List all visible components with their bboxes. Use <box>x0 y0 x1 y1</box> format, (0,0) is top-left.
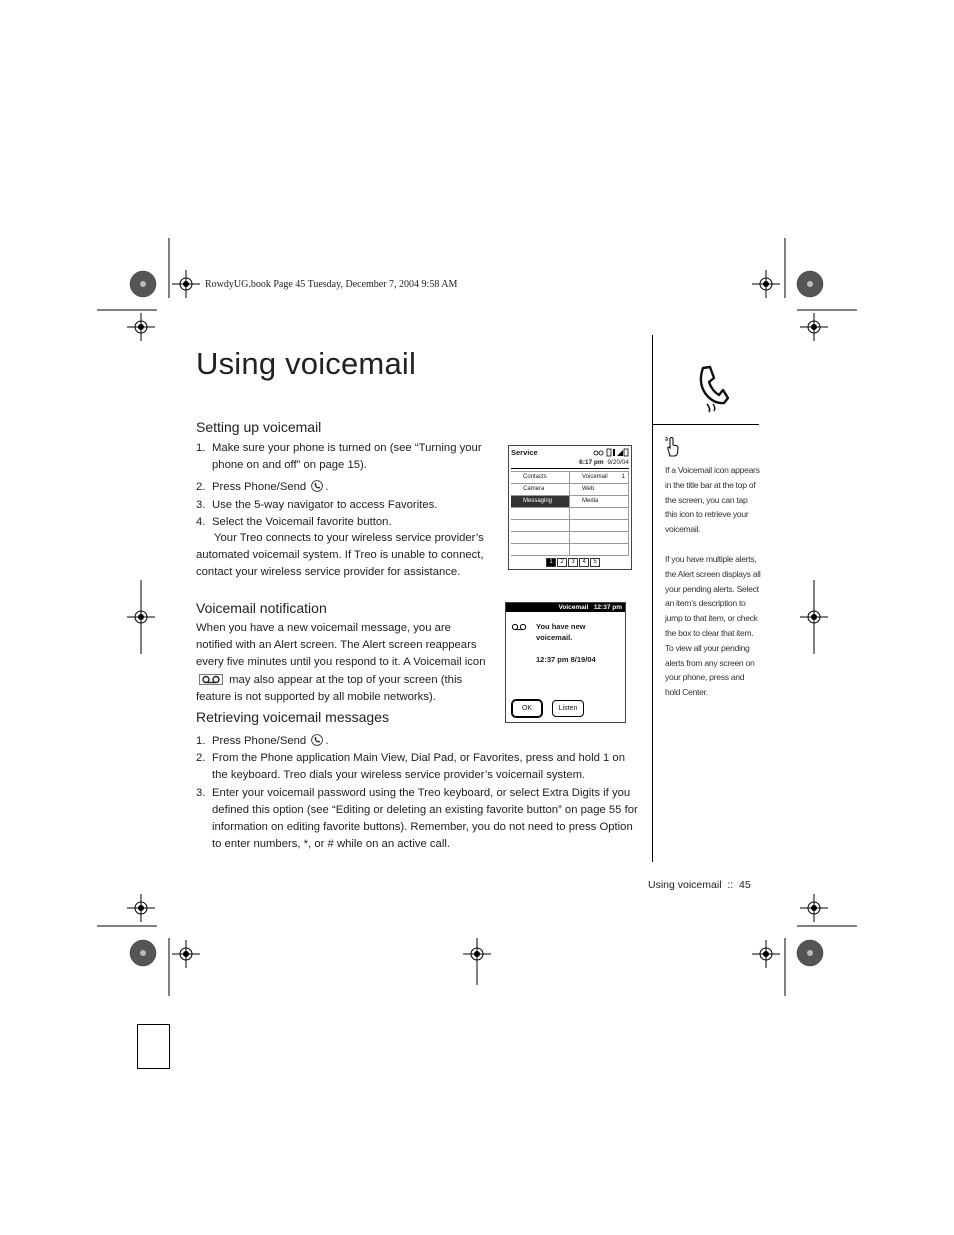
favorite-voicemail-button[interactable]: Voicemail 1 <box>570 472 629 483</box>
book-header-line: RowdyUG.book Page 45 Tuesday, December 7, 2004 9:58 AM <box>205 279 458 290</box>
phone-chapter-icon <box>695 365 729 413</box>
voicemail-alert-screenshot <box>505 602 626 723</box>
alert-message-line1: You have new <box>536 622 586 631</box>
favorite-empty-slot[interactable] <box>570 532 629 543</box>
favorites-grid <box>511 471 629 556</box>
phone-send-icon <box>311 734 323 746</box>
favorite-empty-slot[interactable] <box>570 508 629 519</box>
favorite-empty-slot[interactable] <box>511 508 570 519</box>
favorite-messaging-button[interactable]: Messaging <box>511 496 570 507</box>
listen-button[interactable]: Listen <box>552 700 584 717</box>
list-item: 4. Select the Voicemail favorite button. <box>196 515 392 528</box>
tip-paragraph: If a Voicemail icon appears in the title bar at the top of the screen, you can tap this icon to retrieve your voicemail. <box>665 465 760 535</box>
page-tab-2[interactable]: 2 <box>557 558 567 567</box>
sidebar-tips <box>665 463 761 715</box>
page-tab-5[interactable]: 5 <box>590 558 600 567</box>
page-tab-1[interactable]: 1 <box>546 558 556 567</box>
favorite-empty-slot[interactable] <box>511 532 570 543</box>
favorite-camera-button[interactable]: Camera <box>511 484 570 495</box>
favorite-empty-slot[interactable] <box>570 520 629 531</box>
favorite-web-button[interactable]: Web <box>570 484 629 495</box>
setup-paragraph: Your Treo connects to your wireless service provider’s automated voicemail system. If Treo is unable to connect, contact your wireless service provider for assistance. <box>196 532 484 579</box>
voicemail-icon <box>199 674 223 685</box>
favorites-pager <box>546 558 601 567</box>
screen-date: 9/20/04 <box>607 459 629 466</box>
section-heading-setup: Setting up voicemail <box>196 419 322 435</box>
status-icons <box>593 448 629 457</box>
alert-timestamp: 12:37 pm 8/19/04 <box>536 655 596 664</box>
sidebar-divider-horizontal <box>652 424 759 425</box>
setup-steps-list <box>196 440 486 531</box>
page-footer: Using voicemail :: 45 <box>648 879 751 891</box>
favorite-contacts-button[interactable]: Contacts <box>511 472 570 483</box>
list-item: 1. Press Phone/Send . <box>196 735 329 747</box>
voicemail-icon <box>511 623 527 631</box>
tip-paragraph: If you have multiple alerts, the Alert screen displays all your pending alerts. Select an item’s description to jump to that item, or check the box to clear that item. To view all your pending alerts from any screen on your phone, press and hold Center. <box>665 553 761 698</box>
alert-message-line2: voicemail. <box>536 633 573 642</box>
favorite-empty-slot[interactable] <box>511 544 570 555</box>
page-tab-3[interactable]: 3 <box>568 558 578 567</box>
page-tab-4[interactable]: 4 <box>579 558 589 567</box>
alert-title-bar: Voicemail 12:37 pm <box>506 603 625 612</box>
page-title: Using voicemail <box>196 346 417 381</box>
list-item: 2. From the Phone application Main View, Dial Pad, or Favorites, press and hold 1 on the keyboard. Treo dials your wireless service provider’s voicemail system. <box>196 752 625 782</box>
screen-title: Service <box>511 448 538 457</box>
list-item: 1. Make sure your phone is turned on (see “Turning your phone on and off” on page 15). <box>196 442 482 472</box>
section-heading-retrieving: Retrieving voicemail messages <box>196 709 389 725</box>
list-item: 3. Use the 5-way navigator to access Favorites. <box>196 498 438 511</box>
screen-time: 6:17 pm <box>579 459 604 466</box>
thumb-tab-box <box>137 1024 170 1069</box>
favorite-media-button[interactable]: Media <box>570 496 629 507</box>
notification-paragraph: When you have a new voicemail message, you are notified with an Alert screen. The Alert screen reappears every five minutes until you respond to it. A Voicemail icon may also appear at the top of your screen (this feature is not supported by all mobile networks). <box>196 622 486 703</box>
section-heading-notification: Voicemail notification <box>196 600 327 616</box>
list-item: 3. Enter your voicemail password using the Treo keyboard, or select Extra Digits if you defined this option (see “Editing or deleting an existing favorite button” on page 55 for information on editing favorite buttons). Remember, you do not need to press Option to enter numbers, *, or # while on an active call. <box>196 786 638 851</box>
phone-send-icon <box>311 480 323 492</box>
favorites-screenshot <box>508 445 632 570</box>
sidebar-divider-vertical <box>652 335 653 862</box>
tip-hand-icon <box>664 436 682 458</box>
favorite-empty-slot[interactable] <box>570 544 629 555</box>
ok-button[interactable]: OK <box>512 700 542 717</box>
list-item: 2. Press Phone/Send . <box>196 481 329 494</box>
favorite-empty-slot[interactable] <box>511 520 570 531</box>
retrieving-steps-list <box>196 733 638 853</box>
